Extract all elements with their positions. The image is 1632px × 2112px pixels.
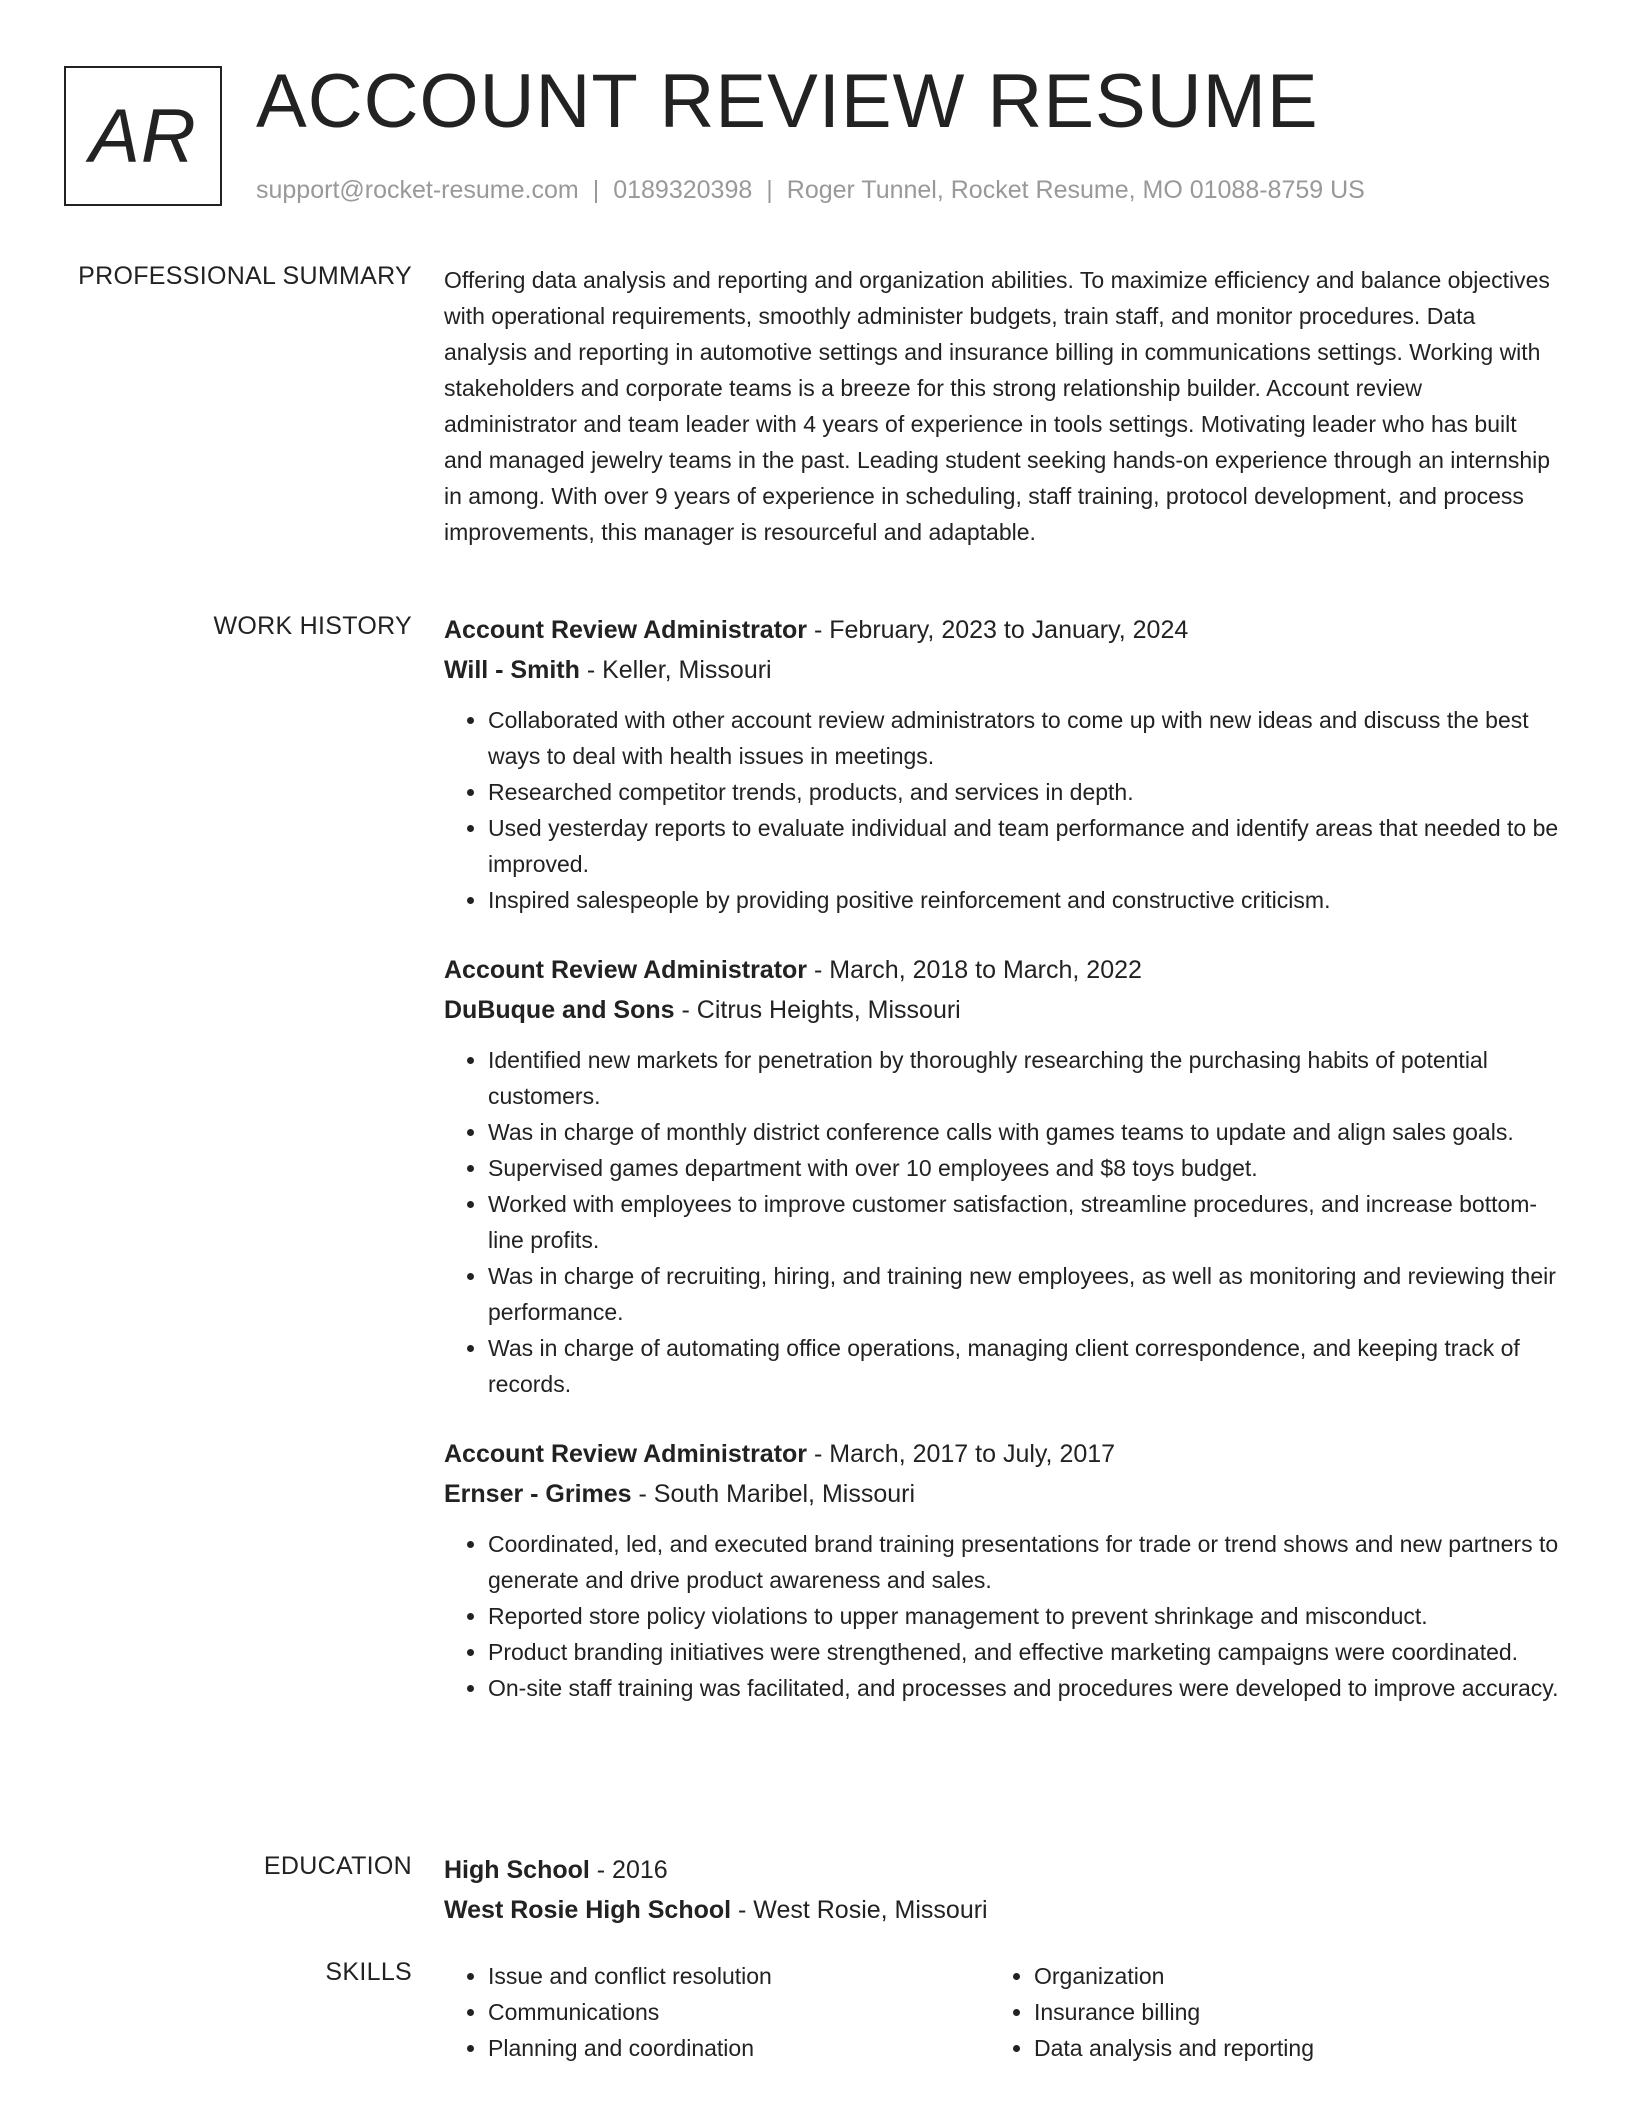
job-bullet: • Was in charge of recruiting, hiring, and training new employees, as well as monitoring and reviewing their performance.	[488, 1258, 1560, 1330]
skills-grid	[444, 1958, 1560, 2066]
skill-item: • Insurance billing	[1034, 1994, 1536, 2030]
education-year: - 2016	[589, 1856, 668, 1884]
skills-column-right	[990, 1958, 1536, 2066]
summary-body	[444, 262, 1560, 550]
job-title-line	[444, 950, 1560, 990]
job-company: Will - Smith	[444, 656, 580, 684]
job-company: DuBuque and Sons	[444, 996, 675, 1024]
job-dates: - February, 2023 to January, 2024	[807, 616, 1189, 644]
job-company-line	[444, 650, 1560, 690]
contact-address: Roger Tunnel, Rocket Resume, MO 01088-8759 US	[786, 176, 1365, 204]
job-title-line	[444, 610, 1560, 650]
job-company: Ernser - Grimes	[444, 1480, 632, 1508]
job-bullet: • Reported store policy violations to upper management to prevent shrinkage and misconduct.	[488, 1598, 1560, 1634]
job-bullet: • Worked with employees to improve customer satisfaction, streamline procedures, and increase bottom-line profits.	[488, 1186, 1560, 1258]
job-location: - Keller, Missouri	[579, 656, 772, 684]
job-title-line	[444, 1434, 1560, 1474]
job-bullets	[444, 702, 1560, 918]
contact-separator: |	[592, 176, 600, 204]
job-bullet: • Supervised games department with over 10 employees and $8 toys budget.	[488, 1150, 1560, 1186]
job-title: Account Review Administrator	[444, 1440, 808, 1468]
education-degree: High School	[444, 1856, 590, 1884]
education-heading: EDUCATION	[263, 1852, 412, 1880]
contact-line	[256, 176, 1365, 205]
job-dates: - March, 2018 to March, 2022	[807, 956, 1142, 984]
education-location: - West Rosie, Missouri	[731, 1896, 988, 1924]
job-dates: - March, 2017 to July, 2017	[807, 1440, 1116, 1468]
job-bullet: • Used yesterday reports to evaluate individual and team performance and identify areas that needed to be improved.	[488, 810, 1560, 882]
monogram-box	[64, 66, 222, 206]
education-degree-line	[444, 1850, 1560, 1890]
contact-separator: |	[766, 176, 773, 204]
job-bullet: • Researched competitor trends, products, and services in depth.	[488, 774, 1560, 810]
summary-heading: PROFESSIONAL SUMMARY	[78, 262, 412, 290]
job-location: - South Maribel, Missouri	[631, 1480, 916, 1508]
contact-phone[interactable]: 0189320398	[613, 176, 753, 204]
education-body	[444, 1850, 1560, 1930]
job-bullet: • Collaborated with other account review administrators to come up with new ideas and discuss the best ways to deal with health issues in meetings.	[488, 702, 1560, 774]
monogram-initials: AR	[89, 93, 197, 179]
skill-item: • Issue and conflict resolution	[488, 1958, 990, 1994]
contact-email[interactable]: support@rocket-resume.com	[256, 176, 579, 204]
job-entry	[444, 610, 1560, 918]
education-school-line	[444, 1890, 1560, 1930]
job-bullets	[444, 1042, 1560, 1402]
job-bullet: • Inspired salespeople by providing positive reinforcement and constructive criticism.	[488, 882, 1560, 918]
skills-body	[444, 1958, 1560, 2066]
skill-item: • Planning and coordination	[488, 2030, 990, 2066]
education-school: West Rosie High School	[444, 1896, 732, 1924]
job-title: Account Review Administrator	[444, 616, 808, 644]
job-entry	[444, 950, 1560, 1402]
resume-title: ACCOUNT REVIEW RESUME	[256, 59, 1319, 144]
job-bullet: • Was in charge of monthly district conference calls with games teams to update and align sales goals.	[488, 1114, 1560, 1150]
job-bullet: • Product branding initiatives were strengthened, and effective marketing campaigns were coordinated.	[488, 1634, 1560, 1670]
job-bullets	[444, 1526, 1560, 1706]
work-history-body	[444, 610, 1560, 1738]
job-company-line	[444, 990, 1560, 1030]
job-bullet: • Was in charge of automating office operations, managing client correspondence, and keeping track of records.	[488, 1330, 1560, 1402]
job-bullet: • Coordinated, led, and executed brand training presentations for trade or trend shows and new partners to generate and drive product awareness and sales.	[488, 1526, 1560, 1598]
work-history-heading: WORK HISTORY	[213, 612, 412, 640]
skill-item: • Organization	[1034, 1958, 1536, 1994]
job-bullet: • On-site staff training was facilitated, and processes and procedures were developed to improve accuracy.	[488, 1670, 1560, 1706]
job-location: - Citrus Heights, Missouri	[674, 996, 961, 1024]
job-title: Account Review Administrator	[444, 956, 808, 984]
summary-text: Offering data analysis and reporting and organization abilities. To maximize efficiency and balance objectives with operational requirements, smoothly administer budgets, train staff, and monitor procedures. Data analysis and reporting in automotive settings and insurance billing in communications settings. Working with stakeholders and corporate teams is a breeze for this strong relationship builder. Account review administrator and team leader with 4 years of experience in tools settings. Motivating leader who has built and managed jewelry teams in the past. Leading student seeking hands-on experience through an internship in among. With over 9 years of experience in scheduling, staff training, protocol development, and process improvements, this manager is resourceful and adaptable.	[444, 267, 1551, 545]
job-entry	[444, 1434, 1560, 1706]
skills-column-left	[444, 1958, 990, 2066]
skill-item: • Data analysis and reporting	[1034, 2030, 1536, 2066]
skill-item: • Communications	[488, 1994, 990, 2030]
job-bullet: • Identified new markets for penetration by thoroughly researching the purchasing habits of potential customers.	[488, 1042, 1560, 1114]
job-company-line	[444, 1474, 1560, 1514]
skills-heading: SKILLS	[325, 1958, 412, 1986]
